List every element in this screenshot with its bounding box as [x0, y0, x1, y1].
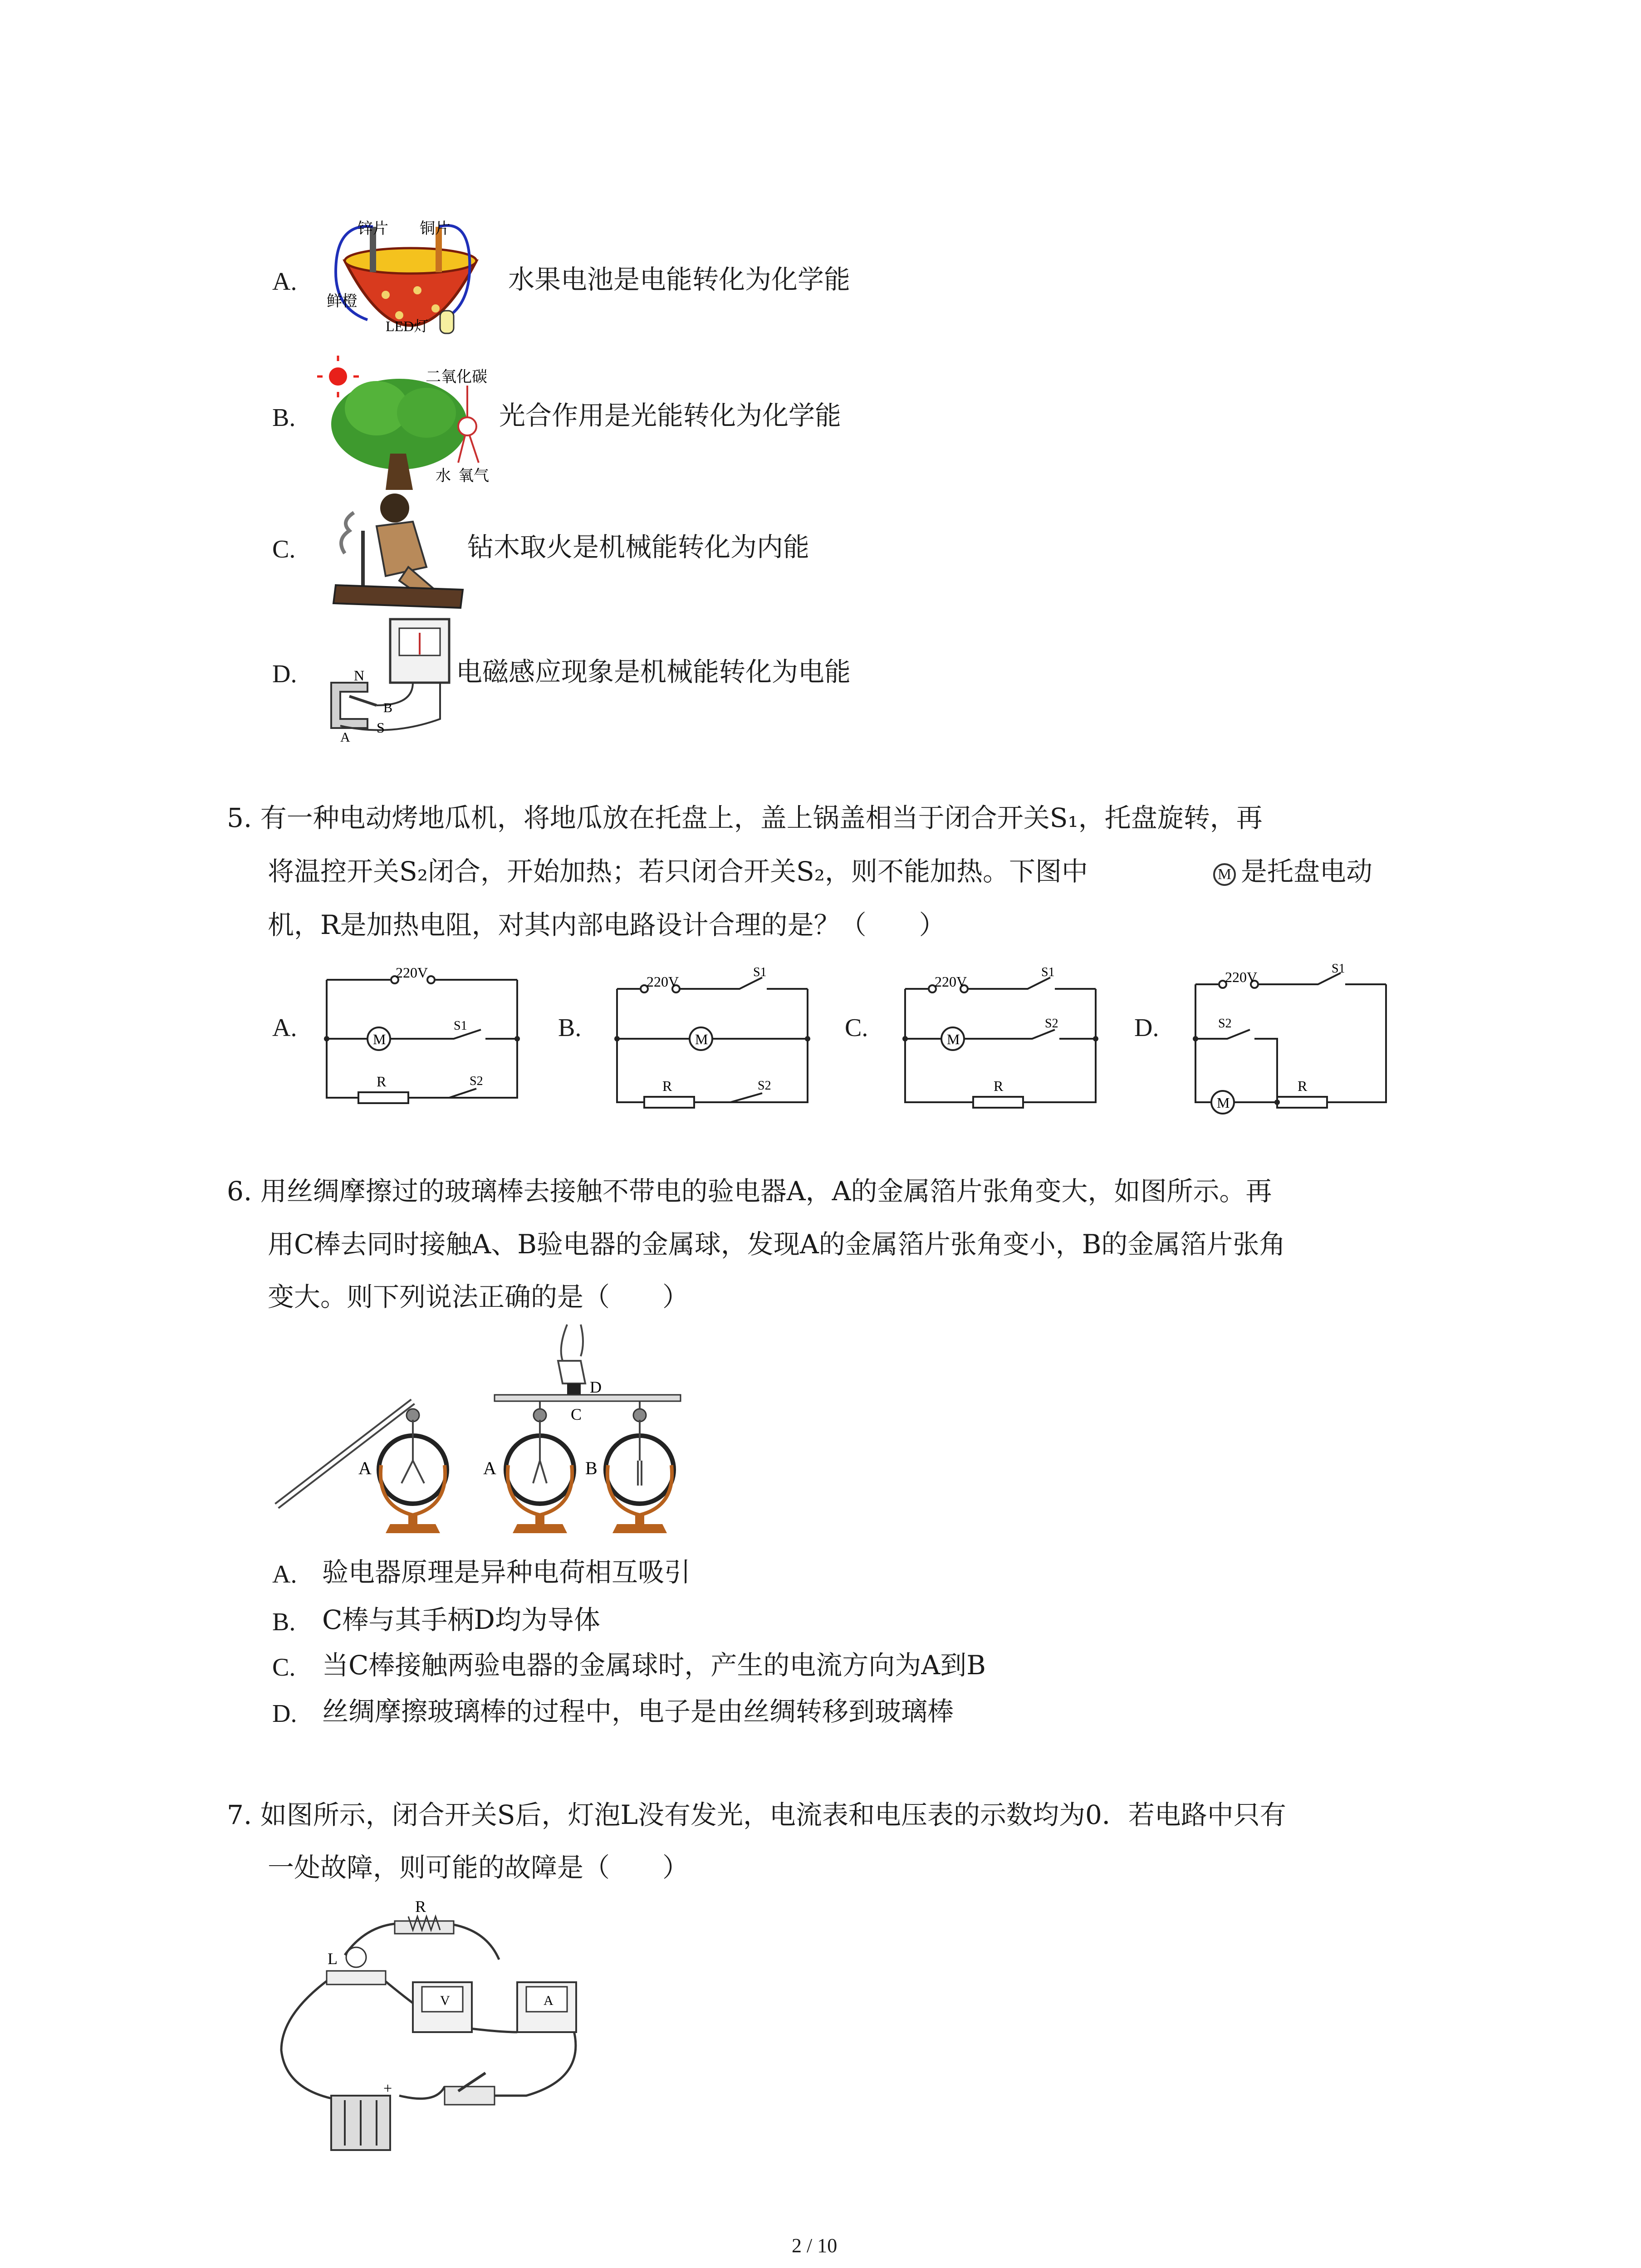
ammeter-label: A	[544, 1993, 554, 2008]
water-label: 水	[436, 468, 451, 484]
q5-option-d-letter: D.	[1134, 1014, 1159, 1042]
q5-option-c-letter: C.	[845, 1014, 868, 1042]
q6-option-a-text: 验电器原理是异种电荷相互吸引	[322, 1557, 691, 1588]
motor-label: M	[373, 1031, 386, 1047]
q5-line-2: 将温控开关S₂闭合，开始加热；若只闭合开关S₂，则不能加热。下图中	[268, 856, 1088, 887]
q5-option-b-letter: B.	[558, 1014, 582, 1042]
voltage-label: 220V	[396, 964, 428, 981]
electroscope-a1	[379, 1409, 447, 1533]
led-label: LED灯	[386, 318, 429, 334]
q7-line-2: 一处故障，则可能的故障是（ ）	[268, 1852, 689, 1883]
resistor-label: R	[994, 1078, 1004, 1094]
wire-b-label: B	[383, 700, 393, 715]
fire-drilling-figure	[318, 490, 467, 617]
q6-option-c-letter: C.	[272, 1653, 296, 1681]
q7-line-1: 7. 如图所示，闭合开关S后，灯泡L没有发光，电流表和电压表的示数均为0．若电路中只有	[227, 1799, 1286, 1830]
q6-option-b-text: C棒与其手柄D均为导体	[322, 1604, 600, 1635]
resistor-label: R	[1298, 1078, 1308, 1094]
q5-line-3: 机，R是加热电阻，对其内部电路设计合理的是？（ ）	[268, 909, 945, 940]
resistor-label: R	[662, 1078, 672, 1094]
resistor-label: R	[377, 1073, 387, 1090]
page-number: 2 / 10	[792, 2234, 838, 2257]
s1-label: S1	[1332, 962, 1345, 976]
electroscope-b-label: B	[585, 1458, 598, 1478]
q6-option-c-text: 当C棒接触两验电器的金属球时，产生的电流方向为A到B	[322, 1650, 986, 1681]
q6-option-d-text: 丝绸摩擦玻璃棒的过程中，电子是由丝绸转移到玻璃棒	[322, 1696, 954, 1727]
q6-line-2: 用C棒去同时接触A、B验电器的金属球，发现A的金属箔片张角变小，B的金属箔片张角	[268, 1229, 1286, 1260]
q5-line-1: 5. 有一种电动烤地瓜机，将地瓜放在托盘上，盖上锅盖相当于闭合开关S₁，托盘旋转，再	[227, 802, 1263, 833]
photosynthesis-figure	[322, 358, 504, 490]
fault-circuit-figure	[272, 1896, 599, 2168]
q4-option-a-text: 水果电池是电能转化为化学能	[508, 264, 851, 295]
battery-plus-label: +	[383, 2080, 392, 2097]
voltmeter-label: V	[440, 1993, 450, 2008]
q4-option-c-letter: C.	[272, 535, 296, 563]
q6-line-1: 6. 用丝绸摩擦过的玻璃棒去接触不带电的验电器A，A的金属箔片张角变大，如图所示。再	[227, 1176, 1272, 1207]
electroscope-figure	[268, 1315, 721, 1533]
fruit-battery-figure	[318, 218, 508, 336]
motor-label: M	[1217, 1095, 1230, 1111]
q4-option-c-text: 钻木取火是机械能转化为内能	[467, 532, 810, 562]
s2-label: S2	[1218, 1017, 1232, 1031]
electroscope-a1-label: A	[358, 1458, 372, 1478]
voltage-label: 220V	[1225, 969, 1258, 985]
q6-option-b-letter: B.	[272, 1608, 296, 1636]
s1-label: S1	[454, 1019, 467, 1033]
motor-symbol-icon: M	[1213, 863, 1236, 886]
q4-option-d-text: 电磁感应现象是机械能转化为电能	[456, 656, 851, 687]
pole-n-label: N	[354, 667, 365, 684]
q4-option-b-text: 光合作用是光能转化为化学能	[499, 400, 842, 431]
s1-label: S1	[753, 965, 767, 979]
co2-label: 二氧化碳	[426, 369, 487, 386]
motor-label: M	[695, 1031, 708, 1047]
electroscope-b	[606, 1402, 674, 1533]
q4-option-a-letter: A.	[272, 268, 297, 296]
circuit-b-diagram	[612, 966, 812, 1111]
zinc-label: 锌片	[358, 220, 388, 237]
voltage-label: 220V	[935, 973, 967, 990]
q4-option-b-letter: B.	[272, 404, 296, 432]
circuit-c-diagram	[901, 966, 1100, 1111]
q6-option-a-letter: A.	[272, 1560, 297, 1589]
q5-line-2b: 是托盘电动	[1241, 856, 1373, 887]
resistor-r-label: R	[415, 1897, 426, 1916]
handle-d-label: D	[590, 1378, 602, 1396]
q6-line-3: 变大。则下列说法正确的是（ ）	[268, 1281, 689, 1312]
copper-label: 铜片	[420, 220, 451, 237]
q4-option-d-letter: D.	[272, 660, 297, 688]
electroscope-a2	[506, 1402, 574, 1533]
lamp-l-label: L	[328, 1950, 338, 1968]
s2-label: S2	[470, 1074, 483, 1088]
circuit-d-diagram	[1191, 962, 1391, 1116]
s1-label: S1	[1041, 965, 1055, 979]
s2-label: S2	[758, 1079, 771, 1093]
electroscope-a2-label: A	[483, 1458, 496, 1478]
circuit-a-diagram	[322, 966, 526, 1102]
voltage-label: 220V	[647, 973, 679, 990]
wire-a-label: A	[340, 730, 350, 745]
pole-s-label: S	[377, 719, 385, 736]
oxygen-label: 氧气	[458, 468, 489, 484]
s2-label: S2	[1045, 1017, 1058, 1031]
q5-option-a-letter: A.	[272, 1014, 297, 1042]
orange-label: 鲜橙	[327, 293, 358, 310]
galvanometer-figure	[322, 615, 458, 745]
rod-c-label: C	[571, 1405, 582, 1423]
q6-option-d-letter: D.	[272, 1700, 297, 1728]
motor-label: M	[947, 1031, 960, 1047]
